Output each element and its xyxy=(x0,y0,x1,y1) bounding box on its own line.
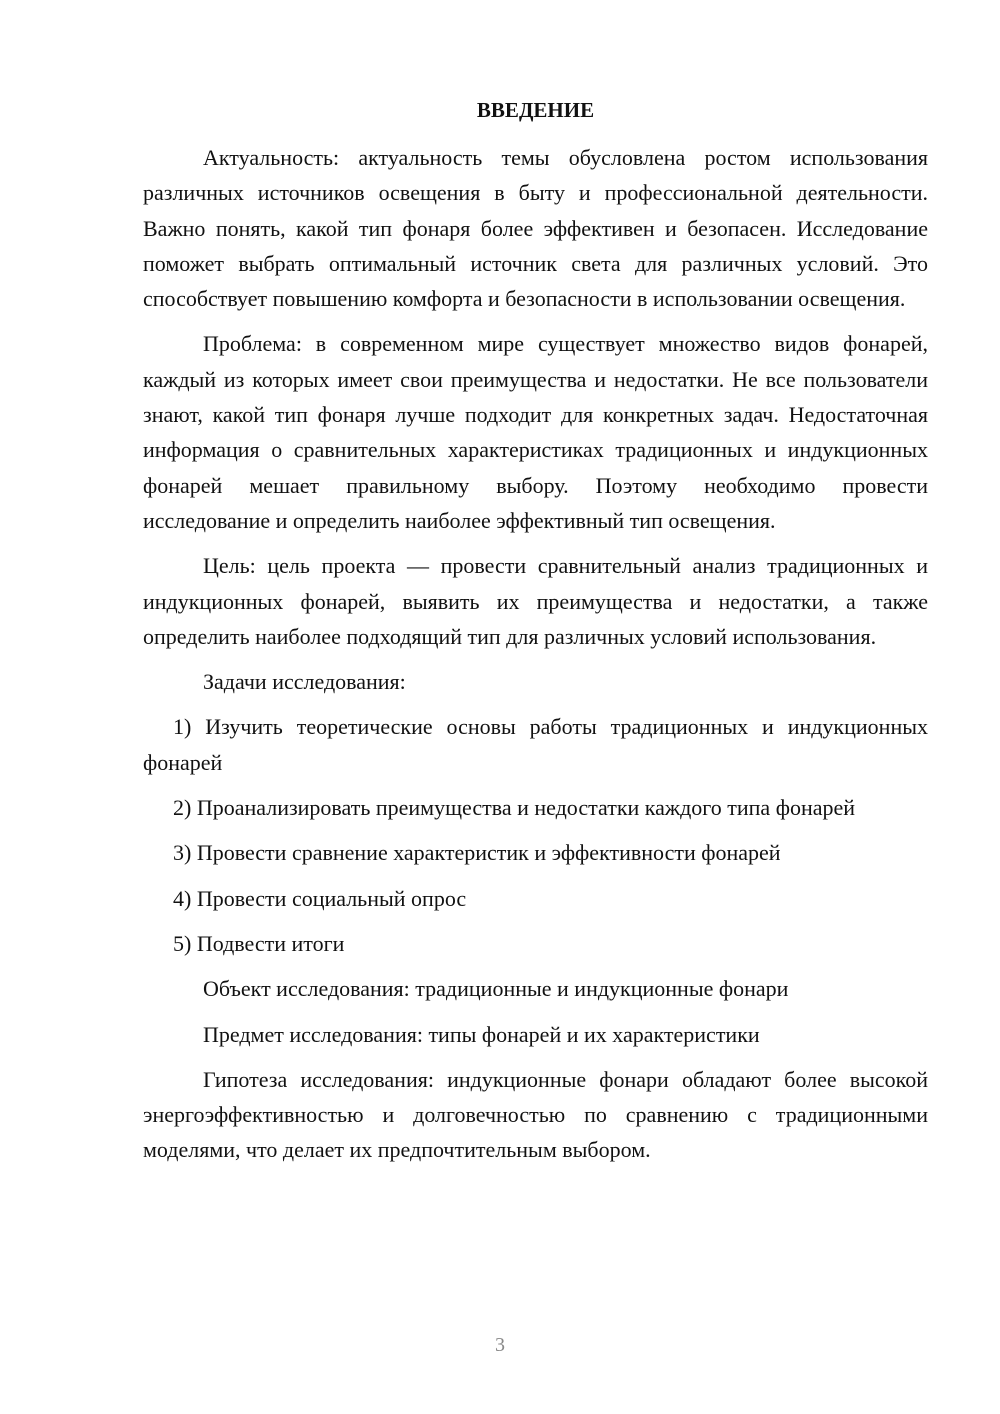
list-item: 3) Провести сравнение характеристик и эффективности фонарей xyxy=(173,840,781,866)
problem-paragraph: Проблема: в современном мире существует множество видов фонарей, каждый из которых имеет свои преимущества и недостатки. Не все пользователи знают, какой тип фонаря лучше подходит для конкретных задач. Недостаточная информация о сравнительных характеристиках традиционных и индукционных фонарей мешает правильному выбору. Поэтому необходимо провести исследование и определить наиболее эффективный тип освещения. xyxy=(143,331,928,533)
object-paragraph: Объект исследования: традиционные и индукционные фонари xyxy=(203,976,789,1002)
document-page xyxy=(143,93,928,1178)
list-item: 5) Подвести итоги xyxy=(173,930,345,956)
page-number: 3 xyxy=(495,1334,505,1356)
list-item: 1) Изучить теоретические основы работы традиционных и индукционных фонарей xyxy=(143,714,928,775)
list-item: 4) Провести социальный опрос xyxy=(173,885,467,911)
tasks-list xyxy=(143,709,928,961)
tasks-heading: Задачи исследования: xyxy=(203,669,406,695)
hypothesis-paragraph: Гипотеза исследования: индукционные фонари обладают более высокой энергоэффективностью и долговечностью по сравнению с традиционными моделями, что делает их предпочтительным выбором. xyxy=(143,1066,928,1163)
goal-paragraph: Цель: цель проекта — провести сравнительный анализ традиционных и индукционных фонарей, выявить их преимущества и недостатки, а также определить наиболее подходящий тип для различных условий использования. xyxy=(143,553,928,649)
subject-paragraph: Предмет исследования: типы фонарей и их характеристики xyxy=(203,1021,760,1047)
list-item: 2) Проанализировать преимущества и недостатки каждого типа фонарей xyxy=(173,795,856,821)
section-title: ВВЕДЕНИЕ xyxy=(476,98,595,122)
relevance-paragraph: Актуальность: актуальность темы обусловлена ростом использования различных источников освещения в быту и профессиональной деятельности. Важно понять, какой тип фонаря более эффективен и безопасен. Исследование поможет выбрать оптимальный источник света для различных условий. Это способствует повышению комфорта и безопасности в использовании освещения. xyxy=(143,145,928,312)
